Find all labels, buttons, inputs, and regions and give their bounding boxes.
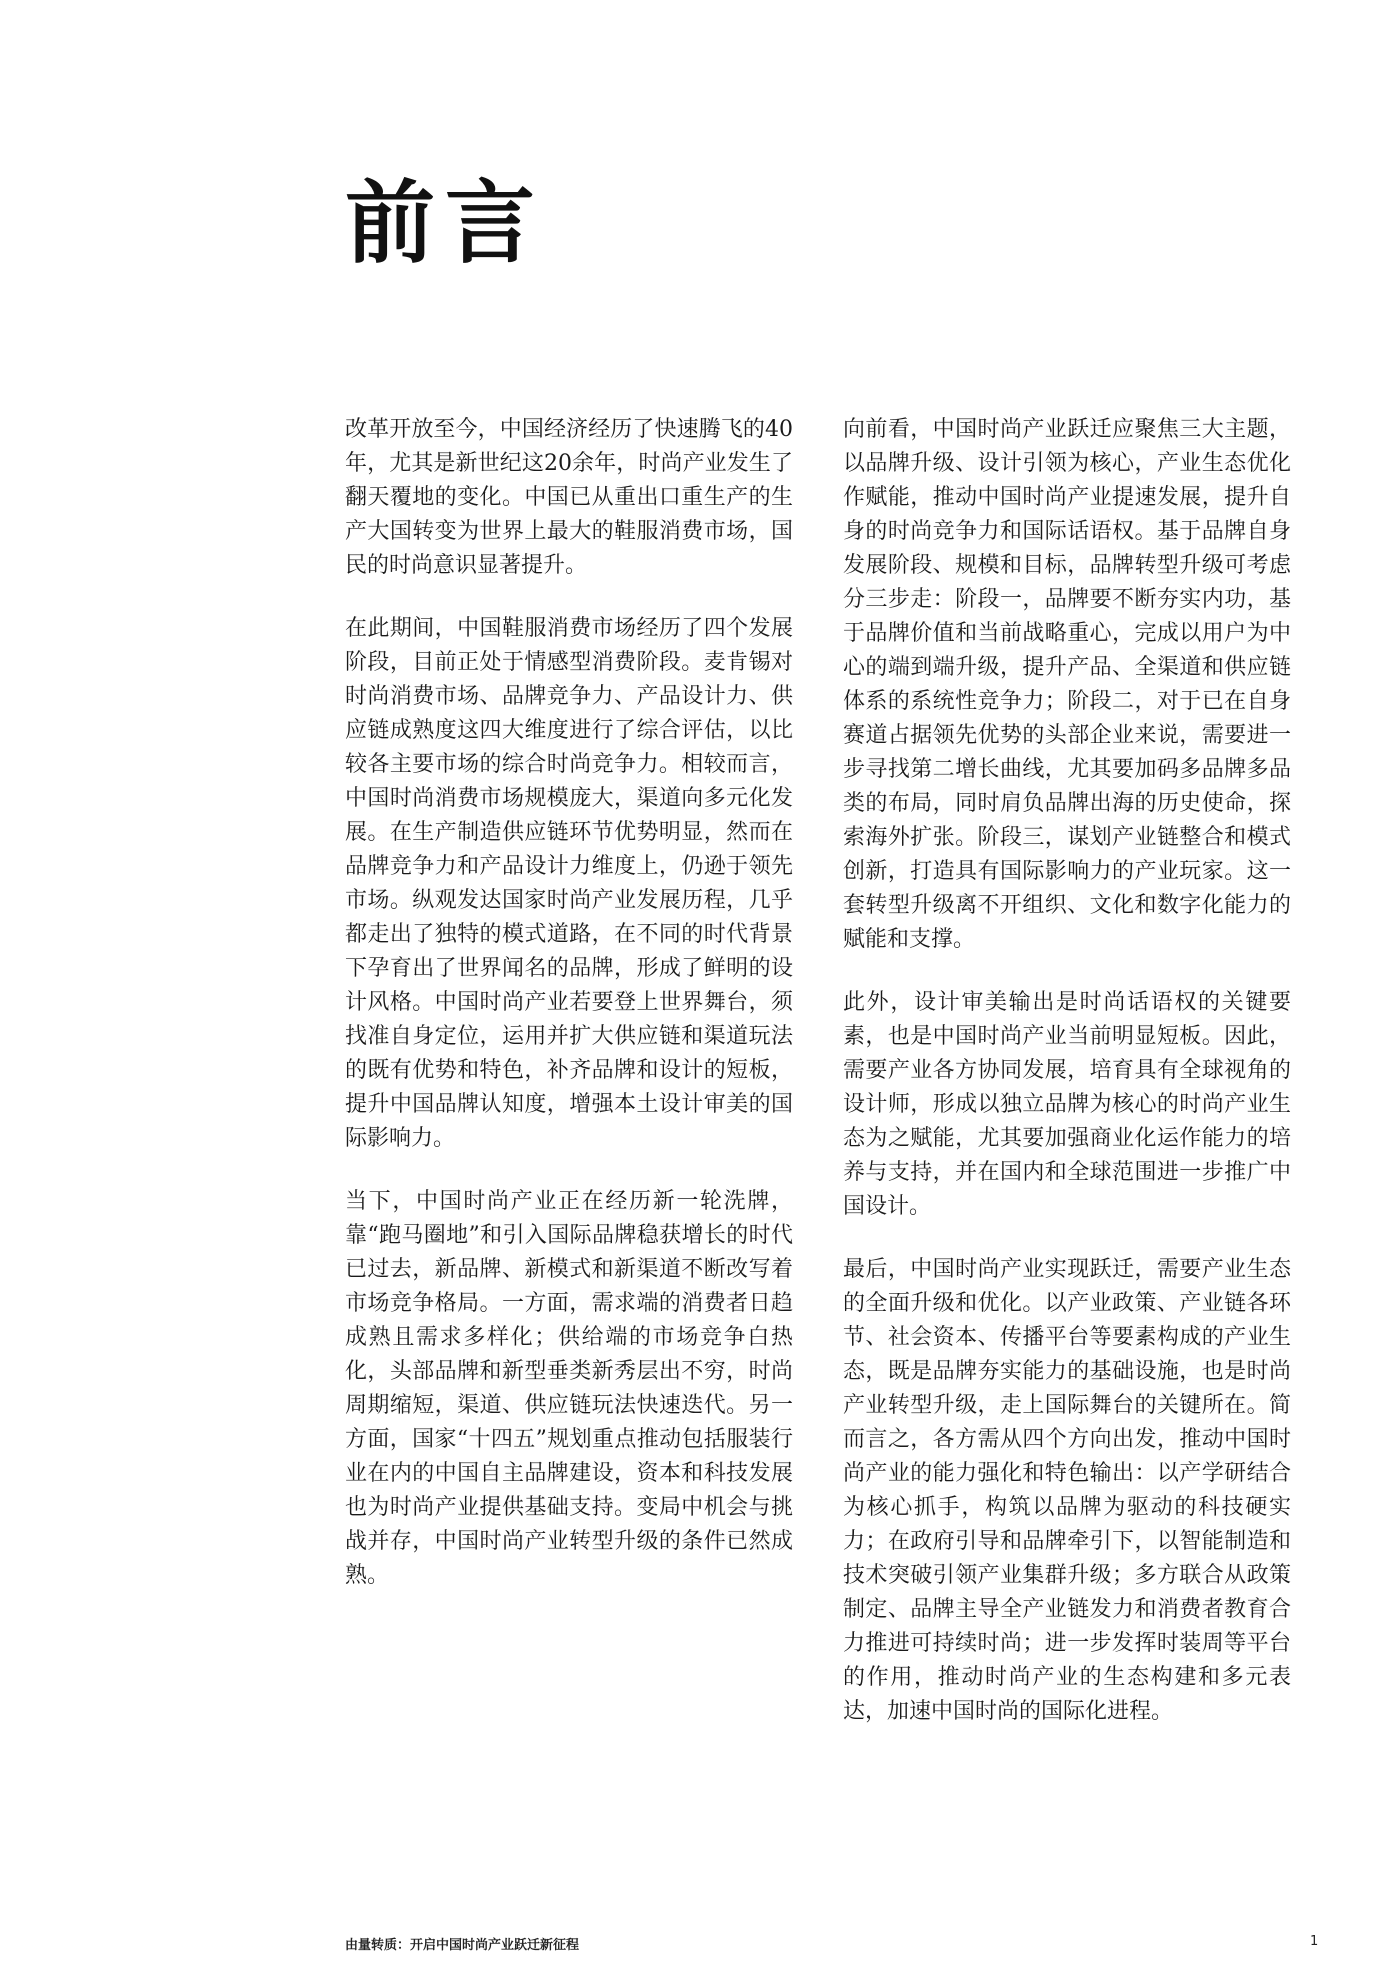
paragraph: 改革开放至今，中国经济经历了快速腾飞的40年，尤其是新世纪这20余年，时尚产业发生了翻天覆地的变化。中国已从重出口重生产的生产大国转变为世界上最大的鞋服消费市场，国民的时尚意识显著提升。 [345, 417, 793, 578]
paragraph: 当下，中国时尚产业正在经历新一轮洗牌，靠“跑马圈地”和引入国际品牌稳获增长的时代已过去，新品牌、新模式和新渠道不断改写着市场竞争格局。一方面，需求端的消费者日趋成熟且需求多样化；供给端的市场竞争白热化，头部品牌和新型垂类新秀层出不穷，时尚周期缩短，渠道、供应链玩法快速迭代。另一方面，国家“十四五”规划重点推动包括服装行业在内的中国自主品牌建设，资本和科技发展也为时尚产业提供基础支持。变局中机会与挑战并存，中国时尚产业转型升级的条件已然成熟。 [345, 1189, 793, 1588]
footer-report-title: 由量转质：开启中国时尚产业跃迁新征程 [345, 1938, 580, 1953]
paragraph: 在此期间，中国鞋服消费市场经历了四个发展阶段，目前正处于情感型消费阶段。麦肯锡对时尚消费市场、品牌竞争力、产品设计力、供应链成熟度这四大维度进行了综合评估，以比较各主要市场的综合时尚竞争力。相较而言，中国时尚消费市场规模庞大，渠道向多元化发展。在生产制造供应链环节优势明显，然而在品牌竞争力和产品设计力维度上，仍逊于领先市场。纵观发达国家时尚产业发展历程，几乎都走出了独特的模式道路，在不同的时代背景下孕育出了世界闻名的品牌，形成了鲜明的设计风格。中国时尚产业若要登上世界舞台，须找准自身定位，运用并扩大供应链和渠道玩法的既有优势和特色，补齐品牌和设计的短板，提升中国品牌认知度，增强本土设计审美的国际影响力。 [345, 616, 793, 1151]
page-number: 1 [1310, 1934, 1319, 1949]
paragraph: 向前看，中国时尚产业跃迁应聚焦三大主题，以品牌升级、设计引领为核心，产业生态优化作赋能，推动中国时尚产业提速发展，提升自身的时尚竞争力和国际话语权。基于品牌自身发展阶段、规模和目标，品牌转型升级可考虑分三步走：阶段一，品牌要不断夯实内功，基于品牌价值和当前战略重心，完成以用户为中心的端到端升级，提升产品、全渠道和供应链体系的系统性竞争力；阶段二，对于已在自身赛道占据领先优势的头部企业来说，需要进一步寻找第二增长曲线，尤其要加码多品牌多品类的布局，同时肩负品牌出海的历史使命，探索海外扩张。阶段三，谋划产业链整合和模式创新，打造具有国际影响力的产业玩家。这一套转型升级离不开组织、文化和数字化能力的赋能和支撑。 [843, 417, 1291, 952]
left-column [345, 413, 793, 1622]
paragraph: 此外，设计审美输出是时尚话语权的关键要素，也是中国时尚产业当前明显短板。因此，需要产业各方协同发展，培育具有全球视角的设计师，形成以独立品牌为核心的时尚产业生态为之赋能，尤其要加强商业化运作能力的培养与支持，并在国内和全球范围进一步推广中国设计。 [843, 990, 1291, 1219]
page-title: 前言 [345, 170, 545, 276]
paragraph: 最后，中国时尚产业实现跃迁，需要产业生态的全面升级和优化。以产业政策、产业链各环节、社会资本、传播平台等要素构成的产业生态，既是品牌夯实能力的基础设施，也是时尚产业转型升级，走上国际舞台的关键所在。简而言之，各方需从四个方向出发，推动中国时尚产业的能力强化和特色输出：以产学研结合为核心抓手，构筑以品牌为驱动的科技硬实力；在政府引导和品牌牵引下，以智能制造和技术突破引领产业集群升级；多方联合从政策制定、品牌主导全产业链发力和消费者教育合力推进可持续时尚；进一步发挥时装周等平台的作用，推动时尚产业的生态构建和多元表达，加速中国时尚的国际化进程。 [843, 1257, 1291, 1724]
right-column [843, 413, 1291, 1758]
